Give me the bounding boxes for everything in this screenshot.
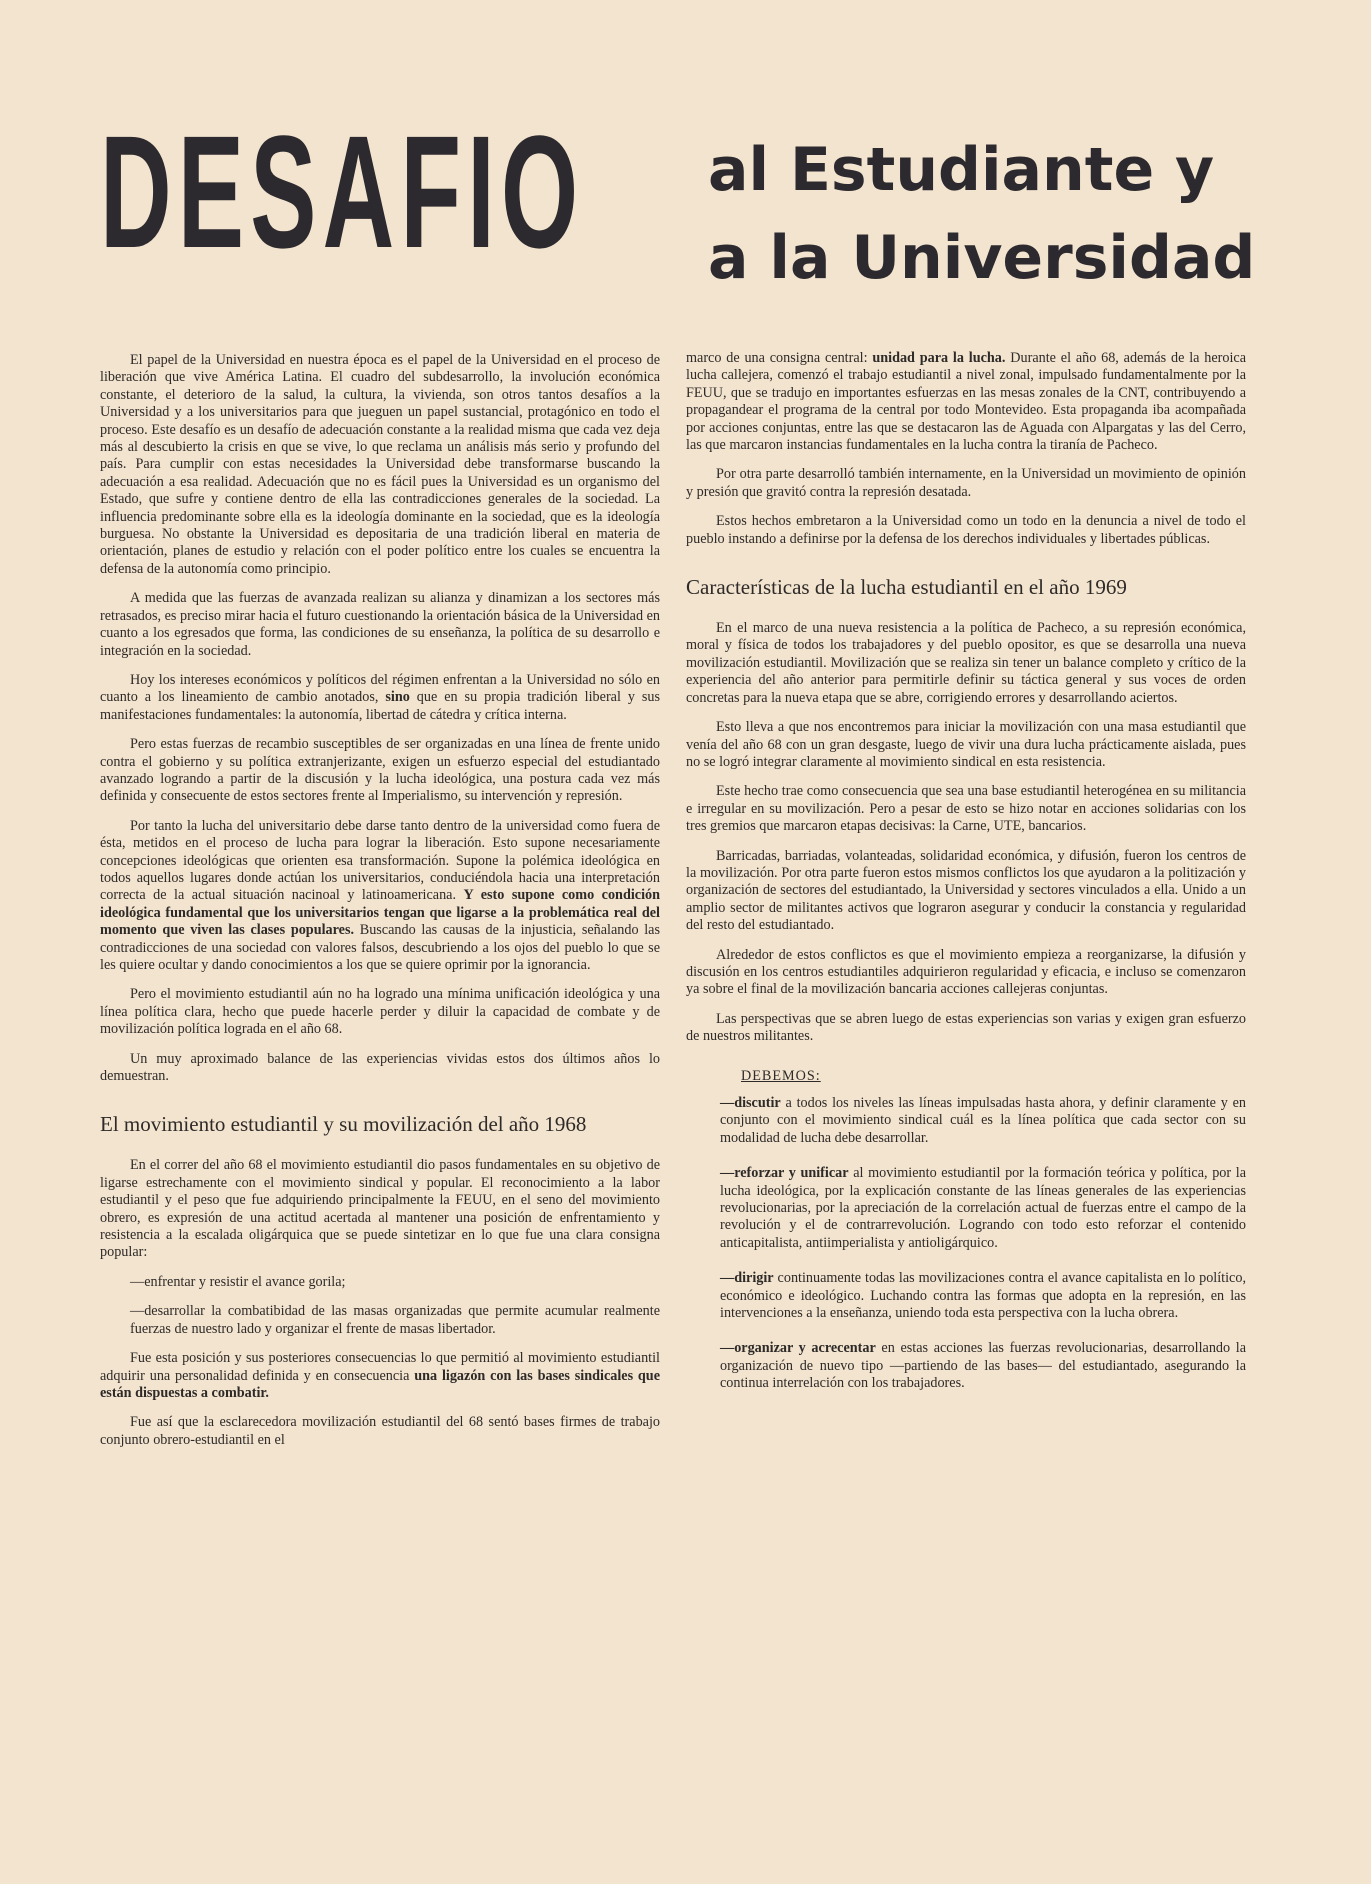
paragraph: Un muy aproximado balance de las experiencias vividas estos dos últimos años lo demuestran. bbox=[100, 1050, 660, 1085]
paragraph-text: que en su propia tradición liberal y sus manifestaciones fundamentales: la autonomía, libertad de cátedra y crítica interna. bbox=[100, 689, 661, 723]
debemos-item bbox=[720, 1340, 1246, 1392]
debemos-item bbox=[720, 1165, 1246, 1252]
headline-subtitle bbox=[708, 126, 1255, 302]
section-heading-1969: Características de la lucha estudiantil en el año 1969 bbox=[686, 575, 1127, 600]
bold-text: —dirigir bbox=[720, 1270, 774, 1287]
debemos-label: DEBEMOS: bbox=[741, 1067, 821, 1084]
paragraph: Esto lleva a que nos encontremos para iniciar la movilización con una masa estudiantil que venía del año 68 con un gran desgaste, luego de vivir una dura lucha prácticamente aislada, pues no se logró integrar claramente al movimiento sindical en esta resistencia. bbox=[686, 719, 1246, 770]
paragraph-text: Fue esta posición y sus posteriores consecuencias lo que permitió al movimiento estudiantil adquirir una personalidad definida y en consecuencia bbox=[100, 1350, 660, 1384]
paragraph: A medida que las fuerzas de avanzada realizan su alianza y dinamizan a los sectores más retrasados, es preciso mirar hacia el futuro cuestionando la orientación básica de la Universidad en cuanto a los egresados que forma, las condiciones de su enseñanza, la política de su desarrollo e integración en la sociedad. bbox=[100, 590, 660, 659]
paragraph: Barricadas, barriadas, volanteadas, solidaridad económica, y difusión, fueron los centros de la movilización. Por otra parte fueron estos mismos conflictos los que ayudaron a la politización y organización de sectores del estudiantado, la Universidad y sectores vinculados a ella. Unido a un amplio sector de militantes activos que lograron asegurar y conducir la constancia y regularidad del resto del estudiantado. bbox=[686, 847, 1246, 934]
paragraph-text: marco de una consigna central: bbox=[686, 350, 868, 366]
paragraph bbox=[100, 818, 660, 975]
masthead bbox=[100, 102, 1280, 318]
list-item: —enfrentar y resistir el avance gorila; bbox=[130, 1273, 346, 1290]
paragraph-text: Por tanto la lucha del universitario debe darse tanto dentro de la universidad como fuera de ésta, metidos en el proceso de lucha para lograr la liberación. Esto supone necesariamente concepciones ideológicas que orienten esa transformación. Supone la polémica ideológica en todos aquellos lugares donde actúan los universitarios, conduciéndola hacia una interpretación correcta de la actual situación nacinoal y latinoamericana. bbox=[100, 817, 660, 904]
paragraph: Este hecho trae como consecuencia que sea una base estudiantil heterogénea en su militancia e irregular en su movilización. Pero a pesar de esto se hizo notar en acciones solidarias con los tres gremios que marcaron etapas decisivas: la Carne, UTE, bancarios. bbox=[686, 783, 1246, 835]
paragraph bbox=[100, 1350, 660, 1402]
paragraph-text: Hoy los intereses económicos y políticos del régimen enfrentan a la Universidad no sólo en cuanto a los lineamiento de cambio anotados, bbox=[100, 671, 660, 706]
subtitle-line-2: a la Universidad bbox=[708, 223, 1256, 293]
paragraph: En el correr del año 68 el movimiento estudiantil dio pasos fundamentales en su objetivo de ligarse estrechamente con el movimiento sindical y popular. El reconocimiento a la labor estudiantil y el peso que fue adquiriendo principalmente la FEUU, en el seno del movimiento obrero, es expresión de una actitud acertada al mantener una posición de enfrentamiento y resistencia a la escalada oligárquica que se puede sintetizar en lo que fue una clara consigna popular: bbox=[100, 1157, 660, 1261]
paragraph: En el marco de una nueva resistencia a la política de Pacheco, a su represión económica, moral y física de todos los trabajadores y del pueblo opositor, es que se desarrolla una nueva movilización estudiantil. Movilización que se realiza sin tener un balance completo y crítico de la experiencia del año anterior para permitirle definir su táctica general y sus voces de orden concretas para la nueva etapa que se abre, corrigiendo errores y desarrollando aciertos. bbox=[686, 620, 1246, 706]
bold-text: Y esto supone como condición ideológica fundamental que los universitarios tengan que ligarse a la problemática real del momento que viven las clases populares. bbox=[100, 887, 661, 939]
debemos-item bbox=[720, 1095, 1246, 1147]
bold-text: unidad para la lucha. bbox=[872, 350, 1006, 366]
paragraph-text: Buscando las causas de la injusticia, señalando las contradicciones de una sociedad con valores falsos, descubriendo a los ojos del pueblo lo que se les quiere ocultar y dando conocimientos a los que se quiere oprimir por la ignorancia. bbox=[100, 922, 660, 973]
paragraph: Las perspectivas que se abren luego de estas experiencias son varias y exigen gran esfuerzo de nuestros militantes. bbox=[686, 1010, 1246, 1045]
bold-text: —discutir bbox=[720, 1095, 781, 1111]
paragraph-text: continuamente todas las movilizaciones contra el avance capitalista en lo político, económico e ideológico. Luchando contra las formas que adopta en la represión, en las intervenciones a la enseñanza, uniendo toda esta perspectiva con la lucha obrera. bbox=[720, 1270, 1246, 1322]
paragraph-text: al movimiento estudiantil por la formación teórica y política, por la lucha ideológica, por la explicación constante de las líneas generales de las experiencias revolucionarias, por la apreciación de la correlación actual de fuerzas entre el campo de la revolución y el de contrarrevolución. Logrando con todo esto reforzar el contenido anticapitalista, antiimperialista y antioligárquico. bbox=[720, 1165, 1246, 1251]
paragraph: Pero el movimiento estudiantil aún no ha logrado una mínima unificación ideológica y una línea política clara, hecho que puede hacerle perder y diluir la capacidad de combate y de movilización política lograda en el año 68. bbox=[100, 986, 660, 1038]
debemos-item bbox=[720, 1270, 1246, 1322]
paragraph bbox=[686, 350, 1246, 454]
paragraph-text: en estas acciones las fuerzas revolucionarias, desarrollando la organización de nuevo tipo —partiendo de las bases— del estudiantado, asegurando la continua interrelación con los trabajadores. bbox=[720, 1340, 1246, 1392]
right-column bbox=[686, 350, 1246, 1411]
bold-text: —reforzar y unificar bbox=[720, 1165, 849, 1182]
paragraph bbox=[100, 672, 660, 724]
headline-main: DESAFIO bbox=[100, 102, 585, 281]
subtitle-line-1: al Estudiante y bbox=[708, 135, 1215, 205]
paragraph: Alrededor de estos conflictos es que el movimiento empieza a reorganizarse, la difusión y discusión en los centros estudiantiles adquirieron regularidad y eficacia, e incluso se comenzaron ya sobre el final de la movilización bancaria acciones callejeras conjuntas. bbox=[686, 946, 1246, 998]
bold-text: una ligazón con las bases sindicales que están dispuestas a combatir. bbox=[100, 1367, 660, 1401]
paragraph: Fue así que la esclarecedora movilización estudiantil del 68 sentó bases firmes de trabajo conjunto obrero-estudiantil en el bbox=[100, 1414, 660, 1448]
paragraph: Por otra parte desarrolló también internamente, en la Universidad un movimiento de opinión y presión que gravitó contra la represión desatada. bbox=[686, 466, 1246, 500]
paragraph: Estos hechos embretaron a la Universidad como un todo en la denuncia a nivel de todo el pueblo instando a definirse por la defensa de los derechos individuales y libertades públicas. bbox=[686, 513, 1246, 547]
paragraph: El papel de la Universidad en nuestra época es el papel de la Universidad en el proceso de liberación que vive América Latina. El cuadro del subdesarrollo, la involución económica constante, el deterioro de la salud, la cultura, la vivienda, son otros tantos desafíos a la Universidad y a los universitarios para que jueguen un papel sustancial, protagónico en todo el proceso. Este desafío es un desafío de adecuación constante a la realidad misma que cada vez deja más al descubierto la crisis en que se vive, lo que reclama un análisis más serio y profundo del país. Para cumplir con estas necesidades la Universidad debe transformarse buscando la adecuación a esa realidad. Adecuación que no es fácil pues la Universidad es un organismo del Estado, que sufre y contiene dentro de ella las contradicciones generales de la sociedad. La influencia predominante sobre ella es la ideología dominante en la sociedad, que es la ideología burguesa. No obstante la Universidad es depositaria de una tradición liberal en materia de orientación, planes de estudio y relación con el poder político entre los cuales se encuentra la defensa de la autonomía como principio. bbox=[100, 352, 660, 577]
paragraph: Pero estas fuerzas de recambio susceptibles de ser organizadas en una línea de frente unido contra el gobierno y su política extranjerizante, exigen un esfuerzo especial del estudiantado avanzado logrando a partir de la discusión y la lucha ideológica, una postura cada vez más definida y consecuente de estos sectores frente al Imperialismo, su intervención y represión. bbox=[100, 736, 660, 805]
paragraph-text: Durante el año 68, además de la heroica lucha callejera, comenzó el trabajo estudiantil a nivel zonal, impulsado fundamentalmente por la FEUU, que se tradujo en importantes esfuerzas en las mesas zonales de la CNT, contribuyendo a propagandear el programa de la central por todo Montevideo. Esta propaganda iba acompañada por acciones conjuntas, entre las que se destacaron las de Aguada con Alpargatas y las del Cerro, las que marcaron instancias fundamentales en la lucha contra la tiranía de Pacheco. bbox=[686, 350, 1247, 454]
list-item: —desarrollar la combatibidad de las masas organizadas que permite acumular realmente fuerzas de nuestro lado y organizar el frente de masas libertador. bbox=[130, 1303, 660, 1337]
bold-text: sino bbox=[385, 689, 410, 706]
paragraph-text: a todos los niveles las líneas impulsadas hasta ahora, y definir claramente y en conjunto con el movimiento sindical cuál es la línea política que cada sector con su modalidad de lucha debe desarrollar. bbox=[720, 1095, 1247, 1146]
section-heading-1968: El movimiento estudiantil y su movilización del año 1968 bbox=[100, 1112, 587, 1137]
left-column bbox=[100, 352, 660, 1461]
bold-text: —organizar y acrecentar bbox=[720, 1340, 876, 1357]
